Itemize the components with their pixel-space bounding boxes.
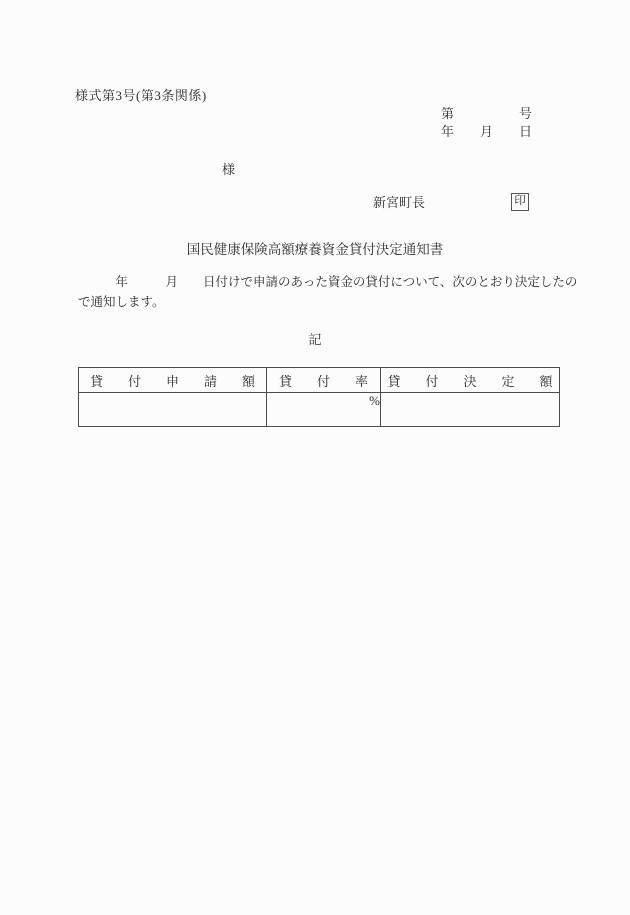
header-loan-rate: 貸 付 率 [267,368,381,393]
date-year-label: 年 [441,124,455,139]
sender-line [373,192,529,211]
sender-name: 新宮町長 [373,195,426,210]
loan-table-header-row [79,368,560,393]
seal-mark: 印 [511,193,529,211]
addressee-honorific: 様 [222,162,236,177]
cell-loan-rate: % [267,393,381,427]
date-line [441,121,532,140]
header-loan-decision-amount: 貸 付 決 定 額 [381,368,560,393]
document-number-suffix: 号 [518,106,532,121]
cell-loan-decision-amount [381,393,560,427]
ki-heading: 記 [308,332,322,347]
date-month-label: 月 [479,124,493,139]
date-day-label: 日 [518,124,532,139]
header-loan-request-amount: 貸 付 申 請 額 [79,368,267,393]
loan-table [78,367,560,427]
cell-loan-request-amount [79,393,267,427]
body-paragraph-line-2: で通知します。 [78,295,165,309]
document-number-line [441,103,532,122]
document-number-prefix: 第 [441,106,455,121]
document-title: 国民健康保険高額療養資金貸付決定通知書 [186,242,444,257]
loan-table-data-row [79,393,560,427]
body-paragraph-line-1: 年 月 日付けで申請のあった資金の貸付について、次のとおり決定したの [78,275,578,289]
form-number-label: 様式第3号(第3条関係) [75,88,207,103]
